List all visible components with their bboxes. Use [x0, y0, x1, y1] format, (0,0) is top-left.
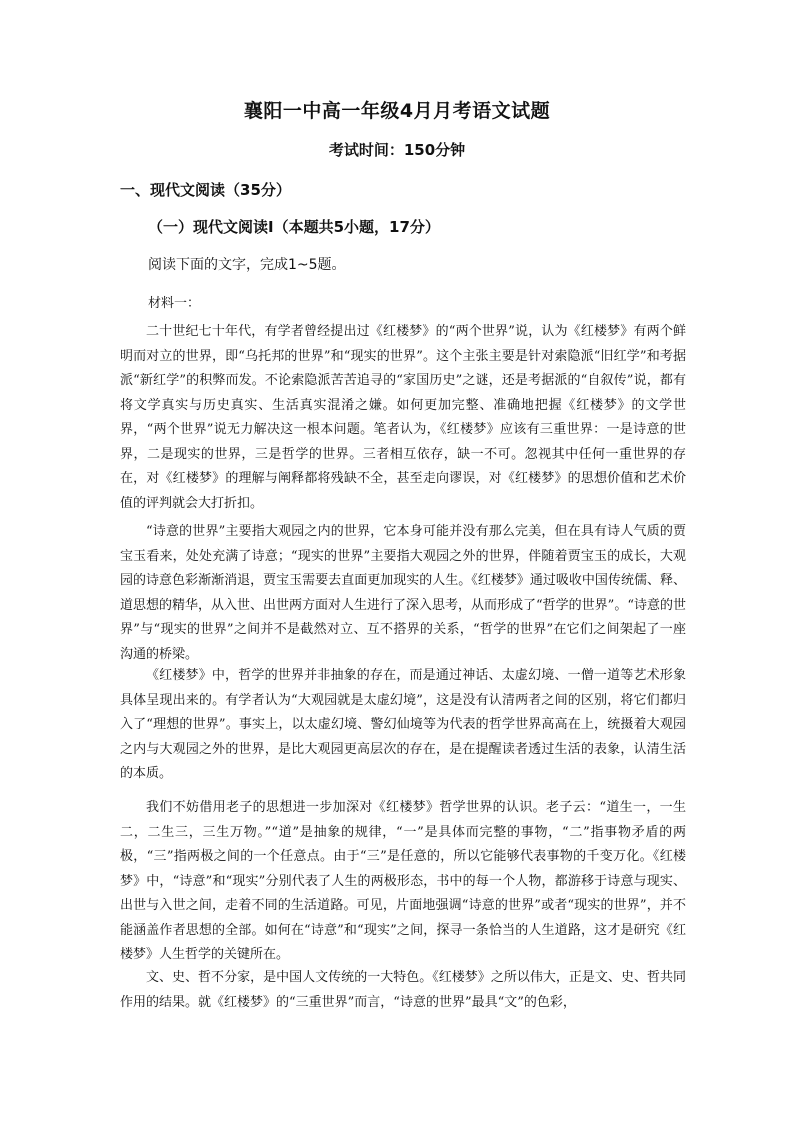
paragraph-4: 我们不妨借用老子的思想进一步加深对《红楼梦》哲学世界的认识。老子云：“道生一，一生二，二生三，三生万物。”“道”是抽象的规律，“一”是具体而完整的事物，“二”指事物矛盾的两极，“三”指两极之间的一个任意点。由于“三”是任意的，所以它能够代表事物的千变万化。《红楼梦》中，“诗意”和“现实”分别代表了人生的两极形态，书中的每一个人物，都游移于诗意与现实、出世与入世之间，走着不同的生活道路。可见，片面地强调“诗意的世界”或者“现实的世界”，并不能涵盖作者思想的全部。如何在“诗意”和“现实”之间，探寻一条恰当的人生道路，这才是研究《红楼梦》人生哲学的关键所在。 [120, 800, 686, 962]
exam-title: 襄阳一中高一年级4月月考语文试题 [243, 100, 551, 122]
paragraph-1: 二十世纪七十年代，有学者曾经提出过《红楼梦》的“两个世界”说，认为《红楼梦》有两个鲜明而对立的世界，即“乌托邦的世界”和“现实的世界”。这个主张主要是针对索隐派“旧红学”和考据派“新红学”的积弊而发。不论索隐派苦苦追寻的“家国历史”之谜，还是考据派的“自叙传”说，都有将文学真实与历史真实、生活真实混淆之嫌。如何更加完整、准确地把握《红楼梦》的文学世界，“两个世界”说无力解决这一根本问题。笔者认为，《红楼梦》应该有三重世界：一是诗意的世界，二是现实的世界，三是哲学的世界。三者相互依存，缺一不可。忽视其中任何一重世界的存在，对《红楼梦》的理解与阐释都将残缺不全，甚至走向谬误，对《红楼梦》的思想价值和艺术价值的评判就会大打折扣。 [120, 324, 686, 511]
paragraph-5: 文、史、哲不分家，是中国人文传统的一大特色。《红楼梦》之所以伟大，正是文、史、哲共同作用的结果。就《红楼梦》的“三重世界”而言，“诗意的世界”最具“文”的色彩， [120, 970, 686, 1010]
subsection-heading: （一）现代文阅读Ⅰ（本题共5小题，17分） [148, 218, 440, 236]
section-heading: 一、现代文阅读（35分） [120, 181, 291, 199]
paragraph-3: 《红楼梦》中，哲学的世界并非抽象的存在，而是通过神话、太虚幻境、一僧一道等艺术形象具体呈现出来的。有学者认为“大观园就是太虚幻境”，这是没有认清两者之间的区别，将它们都归入了“理想的世界”。事实上，以太虚幻境、警幻仙境等为代表的哲学世界高高在上，统摄着大观园之内与大观园之外的世界，是比大观园更高层次的存在，是在提醒读者透过生活的表象，认清生活的本质。 [120, 668, 686, 781]
reading-instruction: 阅读下面的文字，完成1~5题。 [148, 257, 346, 273]
paragraph-2: “诗意的世界”主要指大观园之内的世界，它本身可能并没有那么完美，但在具有诗人气质的贾宝玉看来，处处充满了诗意；“现实的世界”主要指大观园之外的世界，伴随着贾宝玉的成长，大观园的诗意色彩渐渐消退，贾宝玉需要去直面更加现实的人生。《红楼梦》通过吸收中国传统儒、释、道思想的精华，从入世、出世两方面对人生进行了深入思考，从而形成了“哲学的世界”。“诗意的世界”与“现实的世界”之间并不是截然对立、互不搭界的关系，“哲学的世界”在它们之间架起了一座沟通的桥梁。 [120, 524, 686, 662]
material-label: 材料一： [148, 296, 201, 311]
exam-time: 考试时间：150分钟 [328, 141, 466, 159]
